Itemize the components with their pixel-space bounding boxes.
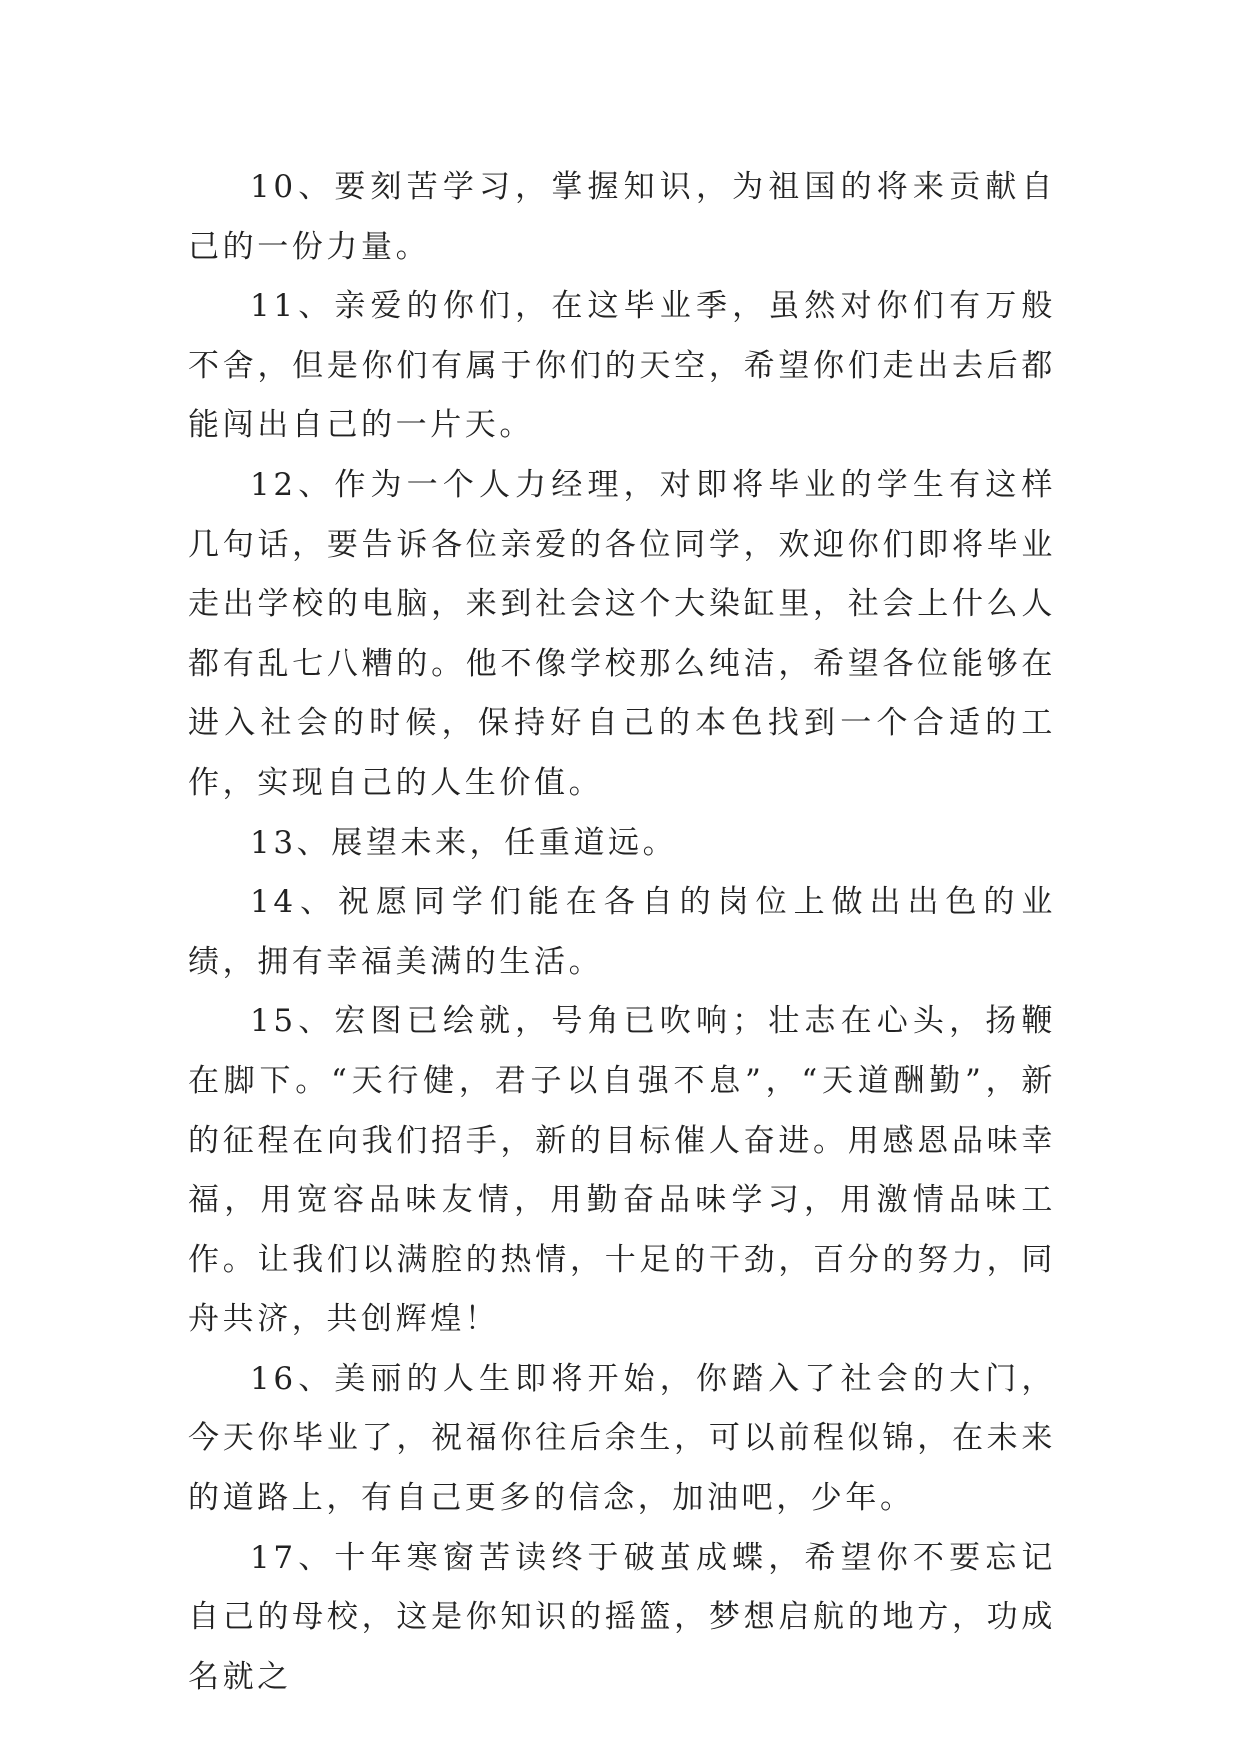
paragraph-16: 16、美丽的人生即将开始，你踏入了社会的大门，今天你毕业了，祝福你往后余生，可以前程似锦，在未来的道路上，有自己更多的信念，加油吧，少年。 [188, 1360, 1056, 1517]
paragraph-11: 11、亲爱的你们，在这毕业季，虽然对你们有万般不舍，但是你们有属于你们的天空，希望你们走出去后都能闯出自己的一片天。 [188, 288, 1056, 444]
paragraph-17: 17、十年寒窗苦读终于破茧成蝶，希望你不要忘记自己的母校，这是你知识的摇篮，梦想启航的地方，功成名就之 [188, 1539, 1056, 1695]
paragraph-15: 15、宏图已绘就，号角已吹响；壮志在心头，扬鞭在脚下。“天行健，君子以自强不息”，“天道酬勤”，新的征程在向我们招手，新的目标催人奋进。用感恩品味幸福，用宽容品味友情，用勤奋品味学习，用激情品味工作。让我们以满腔的热情，十足的干劲，百分的努力，同舟共济，共创辉煌！ [188, 1003, 1056, 1338]
paragraph-12: 12、作为一个人力经理，对即将毕业的学生有这样几句话，要告诉各位亲爱的各位同学，欢迎你们即将毕业走出学校的电脑，来到社会这个大染缸里，社会上什么人都有乱七八糟的。他不像学校那么纯洁，希望各位能够在进入社会的时候，保持好自己的本色找到一个合适的工作，实现自己的人生价值。 [188, 466, 1056, 801]
paragraph-10: 10、要刻苦学习，掌握知识，为祖国的将来贡献自己的一份力量。 [188, 169, 1056, 265]
paragraph-13: 13、展望未来，任重道远。 [250, 824, 678, 861]
document-page [188, 158, 1056, 1707]
paragraph-14: 14、祝愿同学们能在各自的岗位上做出出色的业绩，拥有幸福美满的生活。 [188, 884, 1056, 980]
